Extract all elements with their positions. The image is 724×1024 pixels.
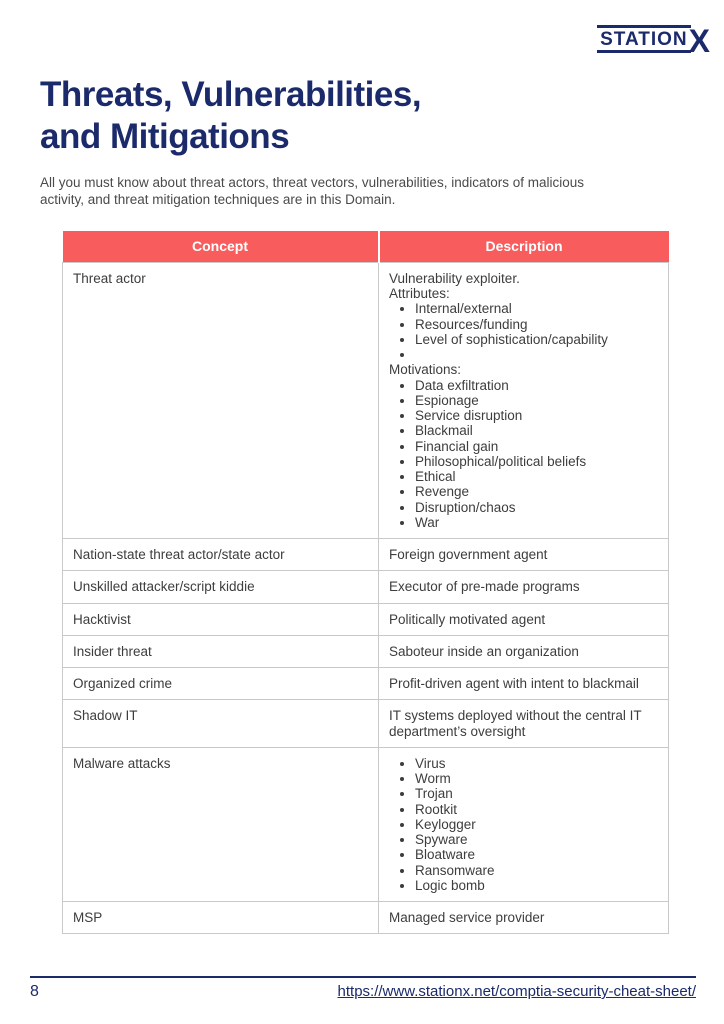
description-paragraph: Motivations: — [389, 362, 462, 378]
table-row — [63, 603, 669, 635]
concept-cell: Organized crime — [63, 668, 379, 700]
description-cell — [379, 902, 669, 934]
table-row — [63, 700, 669, 748]
page-number: 8 — [30, 983, 39, 1000]
bullet-item: • Financial gain — [415, 439, 658, 454]
concept-cell: Unskilled attacker/script kiddie — [63, 571, 379, 603]
concept-cell: Hacktivist — [63, 603, 379, 635]
page-title — [40, 74, 421, 158]
table-row — [63, 262, 669, 538]
table-row — [63, 902, 669, 934]
header-row — [63, 231, 669, 262]
bullet-item: • War — [415, 515, 658, 530]
description-paragraph: Attributes: — [389, 286, 450, 302]
concept-cell: Shadow IT — [63, 700, 379, 748]
concept-cell: MSP — [63, 902, 379, 934]
description-cell — [379, 747, 669, 901]
bullet-item: • Logic bomb — [415, 878, 658, 893]
bullet-item: • Revenge — [415, 484, 658, 499]
description-paragraph: Profit-driven agent with intent to blackmail — [389, 676, 639, 692]
bullet-list — [389, 756, 658, 893]
bullet-list — [389, 378, 658, 531]
table-row — [63, 635, 669, 667]
description-paragraph: Politically motivated agent — [389, 611, 546, 627]
concept-cell: Nation-state threat actor/state actor — [63, 539, 379, 571]
bullet-item — [415, 347, 658, 362]
concept-table-container — [62, 231, 668, 934]
page-title-line2: and Mitigations — [40, 117, 290, 156]
bullet-item: • Data exfiltration — [415, 378, 658, 393]
bullet-item: • Internal/external — [415, 301, 658, 316]
bullet-item: • Virus — [415, 756, 658, 771]
concept-cell: Threat actor — [63, 262, 379, 538]
description-column-header: Description — [379, 231, 669, 262]
footer-link[interactable]: https://www.stationx.net/comptia-security-cheat-sheet/ — [337, 983, 696, 1000]
bullet-item: • Ethical — [415, 469, 658, 484]
description-paragraph: Vulnerability exploiter. — [389, 270, 520, 286]
description-cell — [379, 262, 669, 538]
concept-cell: Malware attacks — [63, 747, 379, 901]
bullet-item: • Disruption/chaos — [415, 500, 658, 515]
bullet-item: • Trojan — [415, 786, 658, 801]
stationx-logo — [597, 23, 710, 60]
bullet-item: • Espionage — [415, 393, 658, 408]
concept-table-header — [63, 231, 669, 262]
bullet-item: • Level of sophistication/capability — [415, 332, 658, 347]
description-cell — [379, 668, 669, 700]
stationx-logo-x-icon: X — [688, 23, 710, 60]
concept-column-header: Concept — [63, 231, 379, 262]
description-paragraph: Foreign government agent — [389, 547, 548, 563]
bullet-item: • Resources/funding — [415, 317, 658, 332]
bullet-item: • Blackmail — [415, 423, 658, 438]
page-title-line1: Threats, Vulnerabilities, — [40, 75, 422, 114]
page-subtitle: All you must know about threat actors, threat vectors, vulnerabilities, indicators of malicious activity, and threat mitigation techniques are in this Domain. — [40, 175, 584, 208]
concept-table-body — [63, 262, 669, 934]
bullet-item: • Bloatware — [415, 847, 658, 862]
table-row — [63, 539, 669, 571]
description-paragraph: IT systems deployed without the central IT department’s oversight — [389, 708, 642, 739]
concept-cell: Insider threat — [63, 635, 379, 667]
description-paragraph: Executor of pre-made programs — [389, 579, 580, 595]
bullet-item: • Philosophical/political beliefs — [415, 454, 658, 469]
description-cell — [379, 603, 669, 635]
bullet-item: • Service disruption — [415, 408, 658, 423]
description-cell — [379, 700, 669, 748]
description-paragraph: Saboteur inside an organization — [389, 643, 579, 659]
stationx-logo-wordmark: STATION — [597, 25, 691, 53]
description-cell — [379, 539, 669, 571]
bullet-item: • Ransomware — [415, 863, 658, 878]
description-cell — [379, 635, 669, 667]
description-cell — [379, 571, 669, 603]
bullet-item: • Spyware — [415, 832, 658, 847]
bullet-item: • Worm — [415, 771, 658, 786]
table-row — [63, 571, 669, 603]
page-footer — [30, 976, 696, 1001]
concept-table — [62, 231, 669, 934]
table-row — [63, 747, 669, 901]
table-row — [63, 668, 669, 700]
bullet-item: • Rootkit — [415, 802, 658, 817]
bullet-item: • Keylogger — [415, 817, 658, 832]
description-paragraph: Managed service provider — [389, 910, 545, 926]
bullet-list — [389, 301, 658, 362]
